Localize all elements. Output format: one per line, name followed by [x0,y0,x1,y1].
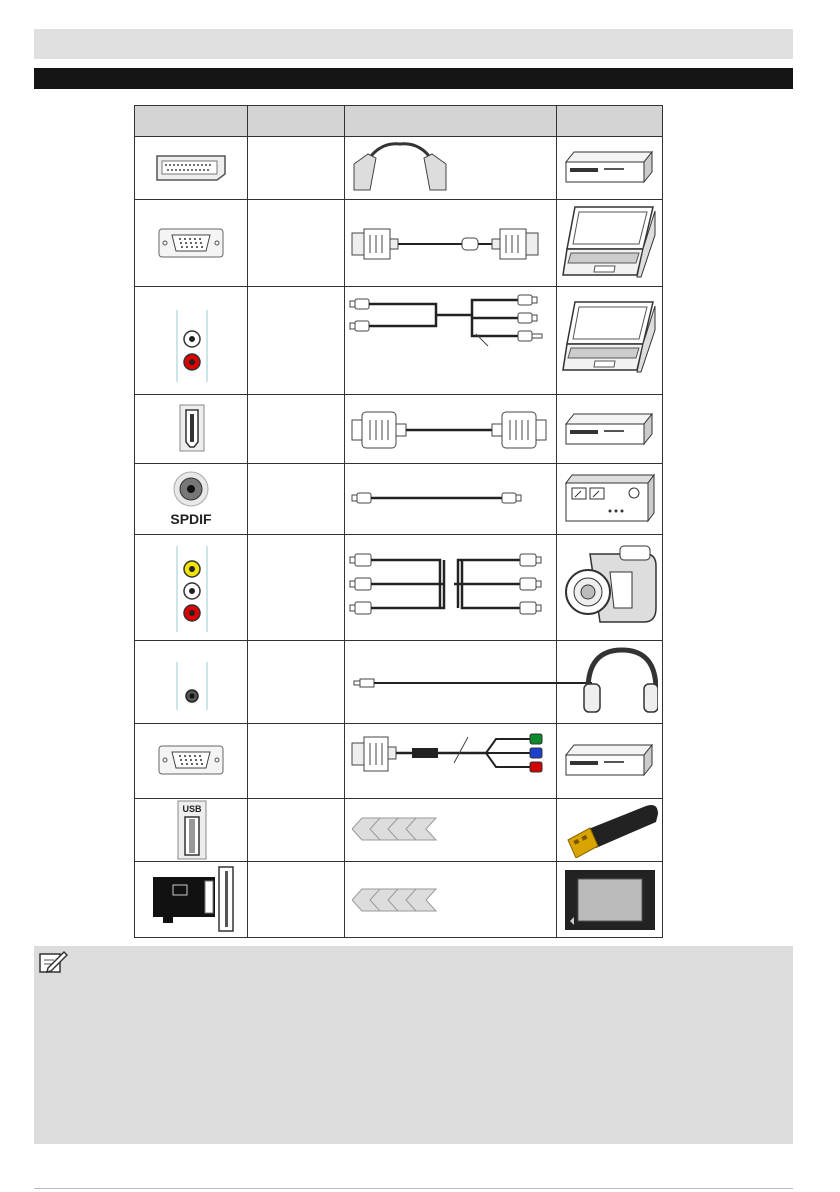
vga-port-icon [158,745,224,775]
vga-port-icon [158,228,224,258]
ci-slot-tv-back-icon [149,865,239,933]
rca-to-jack-cable-icon [348,294,554,354]
laptop-icon [561,300,657,376]
table-row-av [135,534,662,641]
camcorder-icon [560,542,660,632]
table-row-headphone [135,640,662,724]
dvd-player-icon [564,743,654,777]
vga-to-component-cable-icon [350,731,550,787]
usb-label: USB [182,804,202,814]
scart-socket-icon [155,154,227,182]
page-header-bar [34,29,793,59]
headphone-cable-icon [352,646,658,718]
vga-cable-icon [350,227,540,261]
table-row-pc-audio [135,286,662,395]
table-row-vga [135,199,662,287]
scart-cable-icon [350,140,450,196]
table-row-hdmi [135,394,662,464]
audio-rca-port-icon [175,308,209,384]
pencil-note-icon [36,948,68,976]
table-row-spdif [135,463,662,535]
connection-table [134,105,663,938]
note-box [34,946,793,1144]
dvd-player-icon [564,150,654,184]
headphone-jack-icon [175,660,209,712]
dvd-player-icon [564,412,654,446]
table-row-ypbpr [135,723,662,799]
hdmi-port-icon [179,404,205,452]
spdif-port-icon [173,471,209,507]
page-bottom-rule [34,1188,793,1189]
laptop-icon [561,205,657,281]
usb-flash-drive-icon [560,802,660,858]
insert-arrows-icon [352,887,438,913]
insert-arrows-icon [352,816,438,842]
ci-module-card-icon [564,869,656,931]
usb-port-icon [177,800,207,860]
table-row-scart [135,136,662,200]
av-rca-ports-icon [175,544,209,634]
hdmi-cable-icon [350,408,548,452]
spdif-label: SPDIF [170,511,212,527]
table-row-ci [135,861,662,938]
av-cable-icon [348,550,554,620]
section-title-bar [34,68,793,89]
table-row-usb [135,798,662,862]
audio-amplifier-icon [564,473,656,523]
coaxial-cable-icon [350,491,530,505]
table-header-row [135,106,662,137]
